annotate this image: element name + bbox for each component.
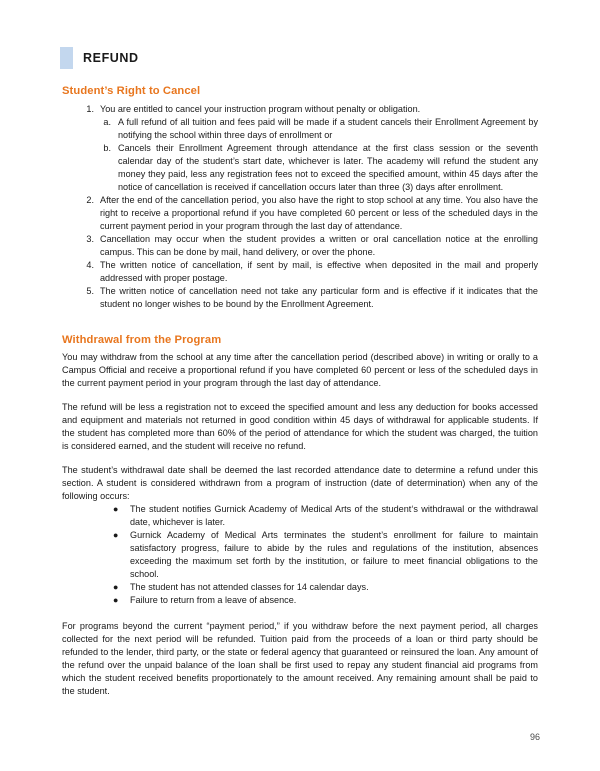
spacer [62, 607, 538, 620]
section-heading-students-right-to-cancel: Student’s Right to Cancel [62, 85, 201, 97]
list-item-text: The written notice of cancellation, if sent by mail, is effective when deposited in the mail and properly addressed with proper postage. [100, 259, 538, 283]
list-marker: b. [103, 142, 111, 153]
numbered-list-right-to-cancel [62, 103, 538, 311]
list-item-text: The student has not attended classes for 14 calendar days. [130, 582, 369, 593]
list-item [62, 285, 538, 311]
list-item [62, 103, 538, 194]
chapter-heading [60, 46, 139, 70]
list-item-text: The written notice of cancellation need not take any particular form and is effective if it indicates that the student no longer wishes to be bound by the Enrollment Agreement. [100, 285, 538, 309]
list-item [62, 503, 538, 529]
list-marker: 3. [86, 233, 94, 244]
list-marker: 1. [86, 103, 94, 114]
bullet-icon: ● [113, 504, 119, 515]
list-marker: 4. [86, 259, 94, 270]
list-item-text: Cancellation may occur when the student provides a written or oral cancellation notice at the enrolling campus. This can be done by mail, hand delivery, or over the phone. [100, 233, 538, 257]
list-marker: 2. [86, 194, 94, 205]
list-item [100, 142, 538, 194]
paragraph-refund-deductions: The refund will be less a registration not to exceed the specified amount and less any deduction for books accessed and equipment and materials not returned in good condition within 45 days of withdrawal for applicable students. If the student has completed more than 60% of the period of attendance for which the student was charged, the tuition is considered earned, and the student will receive no refund. [62, 402, 538, 452]
list-item [62, 581, 538, 594]
list-item [100, 116, 538, 142]
bullet-list-withdrawal-conditions [62, 503, 538, 607]
list-item-text: Cancels their Enrollment Agreement through attendance at the first class session or the seventh calendar day of the student’s start date, whichever is later. The academy will refund the student any money they paid, less any registration fees not to exceed the specified amount, within 45 days after the notice of cancellation is received if cancellation occurs later than three (3) days after enrollment. [118, 142, 538, 192]
list-item-text: A full refund of all tuition and fees paid will be made if a student cancels their Enrollment Agreement by notifying the school within three days of enrollment or [118, 116, 538, 140]
chapter-color-swatch [60, 47, 73, 69]
list-item-text: After the end of the cancellation period, you also have the right to stop school at any time. You also have the right to receive a proportional refund if you have completed 60 percent or less of the scheduled days in the current payment period in your program through the last day of attendance. [100, 194, 538, 231]
list-item-text: Gurnick Academy of Medical Arts terminates the student’s enrollment for failure to maintain satisfactory progress, failure to abide by the rules and regulations of the institution, absences exceeding the maximum set forth by the institution, or failure to meet financial obligations to the school. [130, 530, 538, 580]
list-item-text: You are entitled to cancel your instruction program without penalty or obligation. [100, 103, 421, 114]
page-number: 96 [529, 732, 540, 742]
paragraph-payment-period: For programs beyond the current “payment period,” if you withdraw before the next payment period, all charges collected for the next period will be refunded. Tuition paid from the proceeds of a loan or third party should be refunded to the lender, third party, or the state or federal agency that guaranteed or reinsured the loan. Any amount of the refund over the unpaid balance of the loan shall be first used to repay any student financial aid programs from which the student received benefits proportionately to the amount received. Any remaining amount shall be paid to the student. [62, 621, 538, 697]
bullet-icon: ● [113, 595, 119, 606]
lettered-sublist [100, 116, 538, 194]
document-content [62, 84, 538, 709]
list-item [62, 233, 538, 259]
list-item [62, 259, 538, 285]
list-item [62, 194, 538, 233]
list-item-text: The student notifies Gurnick Academy of Medical Arts of the student‘s withdrawal or the withdrawal date, whichever is later. [130, 504, 538, 528]
section-heading-withdrawal-from-the-program: Withdrawal from the Program [62, 333, 222, 346]
list-marker: 5. [86, 285, 94, 296]
chapter-title: REFUND [83, 50, 139, 65]
list-item-text: Failure to return from a leave of absence. [130, 595, 297, 606]
list-item [62, 529, 538, 581]
list-marker: a. [103, 116, 111, 127]
paragraph-withdrawal-intro: You may withdraw from the school at any time after the cancellation period (described above) in writing or orally to a Campus Official and receive a proportional refund if you have completed 60 percent or less of the scheduled days in the current payment period in your program through the last day of attendance. [62, 352, 538, 389]
paragraph-withdrawal-date: The student’s withdrawal date shall be deemed the last recorded attendance date to determine a refund under this section. A student is considered withdrawn from a program of instruction (date of determination) when any of the following occurs: [62, 465, 538, 502]
bullet-icon: ● [113, 530, 119, 541]
bullet-icon: ● [113, 582, 119, 593]
list-item [62, 594, 538, 607]
